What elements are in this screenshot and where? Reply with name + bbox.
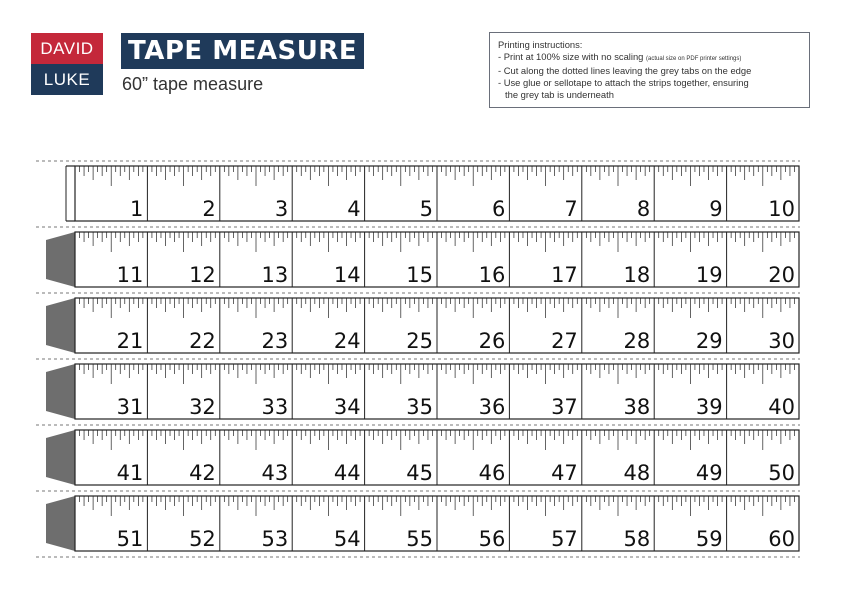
page-title: TAPE MEASURE — [121, 33, 364, 69]
inch-label: 43 — [261, 461, 289, 485]
inch-label: 4 — [347, 197, 361, 221]
inch-label: 11 — [116, 263, 144, 287]
inch-label: 2 — [202, 197, 216, 221]
inch-label: 17 — [551, 263, 578, 287]
inch-label: 16 — [478, 263, 506, 287]
inch-label: 60 — [768, 527, 795, 551]
inch-label: 59 — [695, 527, 723, 551]
inch-label: 21 — [116, 329, 144, 353]
instruction-item-2: - Cut along the dotted lines leaving the grey tabs on the edge — [498, 65, 752, 77]
inch-label: 27 — [551, 329, 578, 353]
inch-label: 53 — [261, 527, 289, 551]
inch-label: 55 — [406, 527, 433, 551]
inch-label: 45 — [406, 461, 433, 485]
page-subtitle: 60” tape measure — [122, 74, 264, 94]
inch-label: 40 — [768, 395, 795, 419]
instruction-item-3-continued: the grey tab is underneath — [505, 88, 614, 100]
inch-label: 48 — [623, 461, 651, 485]
glue-tab — [46, 496, 75, 551]
inch-label: 22 — [189, 329, 216, 353]
inch-label: 28 — [623, 329, 651, 353]
inch-label: 50 — [768, 461, 795, 485]
inch-label: 36 — [478, 395, 506, 419]
inch-label: 35 — [406, 395, 433, 419]
instruction-item-1-note: (actual size on PDF printer settings) — [646, 55, 742, 62]
inch-label: 42 — [189, 461, 216, 485]
inch-label: 38 — [623, 395, 651, 419]
inch-label: 46 — [478, 461, 506, 485]
inch-label: 51 — [116, 527, 144, 551]
inch-label: 32 — [189, 395, 216, 419]
logo-line-david: DAVID — [31, 33, 103, 64]
glue-tab — [46, 232, 75, 287]
logo-line-luke: LUKE — [31, 64, 103, 95]
inch-label: 26 — [478, 329, 506, 353]
inch-label: 37 — [551, 395, 578, 419]
inch-label: 5 — [419, 197, 433, 221]
inch-label: 10 — [768, 197, 795, 221]
inch-label: 1 — [130, 197, 144, 221]
inch-label: 39 — [695, 395, 723, 419]
glue-tab — [46, 430, 75, 485]
inch-label: 12 — [189, 263, 216, 287]
inch-label: 33 — [261, 395, 289, 419]
inch-label: 20 — [768, 263, 795, 287]
inch-label: 19 — [695, 263, 723, 287]
inch-label: 56 — [478, 527, 506, 551]
inch-label: 23 — [261, 329, 289, 353]
inch-label: 18 — [623, 263, 651, 287]
inch-label: 57 — [551, 527, 578, 551]
inch-label: 7 — [564, 197, 578, 221]
inch-label: 6 — [492, 197, 506, 221]
glue-tab — [46, 298, 75, 353]
inch-label: 13 — [261, 263, 289, 287]
inch-label: 9 — [709, 197, 723, 221]
glue-tab — [46, 364, 75, 419]
inch-label: 31 — [116, 395, 144, 419]
inch-label: 30 — [768, 329, 795, 353]
inch-label: 8 — [636, 197, 651, 221]
inch-label: 58 — [623, 527, 651, 551]
inch-label: 25 — [406, 329, 433, 353]
inch-label: 14 — [333, 263, 361, 287]
inch-label: 24 — [333, 329, 361, 353]
inch-label: 44 — [333, 461, 361, 485]
inch-label: 52 — [189, 527, 216, 551]
inch-label: 15 — [406, 263, 433, 287]
instruction-item-3: - Use glue or sellotape to attach the strips together, ensuring — [498, 77, 749, 89]
instructions-heading: Printing instructions: — [498, 39, 583, 50]
inch-label: 29 — [695, 329, 723, 353]
inch-label: 3 — [274, 197, 289, 221]
inch-label: 34 — [333, 395, 361, 419]
inch-label: 41 — [116, 461, 144, 485]
instruction-item-1-text: - Print at 100% size with no scaling — [498, 50, 644, 62]
inch-label: 49 — [695, 461, 723, 485]
inch-label: 54 — [333, 527, 361, 551]
inch-label: 47 — [551, 461, 578, 485]
